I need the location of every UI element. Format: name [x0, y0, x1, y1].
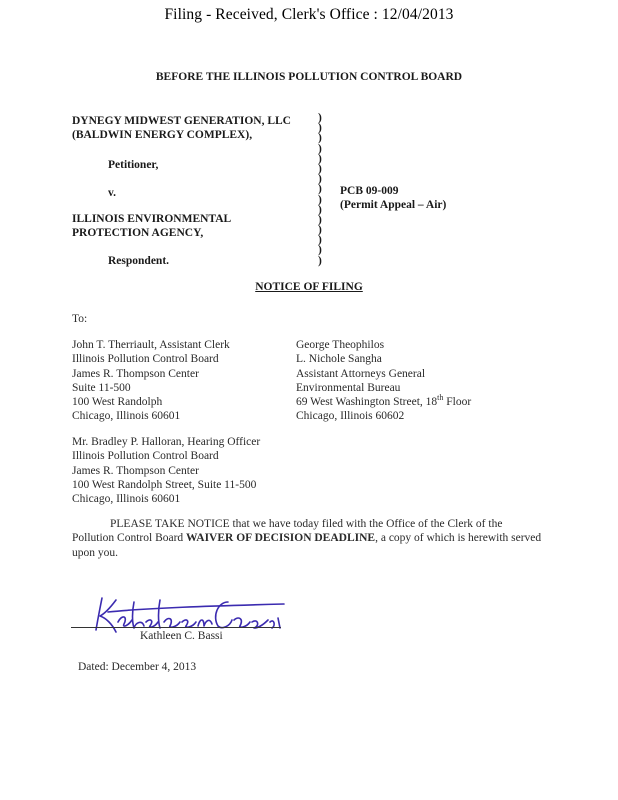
petitioner-label: Petitioner, — [108, 159, 159, 171]
petitioner-name-line1: DYNEGY MIDWEST GENERATION, LLC — [72, 115, 291, 127]
notice-of-filing-title: NOTICE OF FILING — [255, 281, 363, 293]
address-line: Illinois Pollution Control Board — [72, 450, 219, 463]
signer-name: Kathleen C. Bassi — [140, 630, 223, 642]
address-line: Assistant Attorneys General — [296, 367, 426, 380]
case-number: PCB 09-009 — [340, 185, 399, 197]
to-label: To: — [72, 313, 88, 325]
address-line: Suite 11-500 — [72, 381, 131, 394]
case-type: (Permit Appeal – Air) — [340, 199, 447, 211]
address-line: James R. Thompson Center — [72, 367, 199, 380]
addressee-clerk — [72, 338, 230, 424]
address-line: Illinois Pollution Control Board — [72, 353, 219, 366]
address-line: Chicago, Illinois 60602 — [296, 410, 405, 423]
street-suffix: Floor — [443, 396, 472, 409]
respondent-label: Respondent. — [108, 255, 170, 267]
street-prefix: 69 West Washington Street, 18 — [296, 396, 438, 409]
respondent-name-line1: ILLINOIS ENVIRONMENTAL — [72, 213, 232, 225]
paren: ) — [318, 132, 322, 145]
address-line: 100 West Randolph — [72, 396, 163, 409]
paren: ) — [318, 152, 322, 165]
respondent-name-line2: PROTECTION AGENCY, — [72, 227, 204, 239]
address-line: John T. Therriault, Assistant Clerk — [72, 339, 230, 351]
notice-text-part2: , a copy of which is herewith served upon you. — [72, 532, 542, 559]
street-ordinal: th — [437, 393, 444, 403]
paren: ) — [318, 112, 322, 124]
paren: ) — [318, 142, 322, 155]
signature-line — [71, 627, 281, 628]
address-line: 100 West Randolph Street, Suite 11-500 — [72, 478, 257, 491]
paren: ) — [318, 162, 322, 175]
addressee-hearing-officer — [72, 435, 260, 506]
caption-parentheses — [318, 113, 322, 266]
paren: ) — [318, 224, 322, 237]
paren: ) — [318, 234, 322, 247]
address-line: George Theophilos — [296, 339, 385, 351]
paren: ) — [318, 244, 322, 257]
paren: ) — [318, 122, 322, 135]
paren: ) — [318, 213, 322, 226]
paren: ) — [318, 183, 322, 196]
paren: ) — [318, 173, 322, 186]
address-line: Chicago, Illinois 60601 — [72, 410, 181, 423]
address-line: Mr. Bradley P. Halloran, Hearing Officer — [72, 436, 261, 448]
document-title: WAIVER OF DECISION DEADLINE — [186, 532, 376, 545]
paren: ) — [318, 203, 322, 216]
notice-paragraph — [72, 517, 542, 560]
paren: ) — [318, 254, 322, 267]
board-title: BEFORE THE ILLINOIS POLLUTION CONTROL BOARD — [155, 71, 463, 83]
address-line: James R. Thompson Center — [72, 464, 199, 477]
filing-stamp: Filing - Received, Clerk's Office : 12/04/2013 — [164, 6, 454, 23]
address-line: Environmental Bureau — [296, 381, 401, 394]
versus-label: v. — [108, 187, 116, 199]
address-line: Chicago, Illinois 60601 — [72, 493, 181, 506]
notice-text-part1: PLEASE TAKE NOTICE that we have today filed with the Office of the Clerk of the Pollution Control Board — [72, 518, 503, 545]
paren: ) — [318, 193, 322, 206]
address-line: L. Nichole Sangha — [296, 353, 382, 366]
addressee-attorney-general — [296, 338, 471, 424]
petitioner-name-line2: (BALDWIN ENERGY COMPLEX), — [72, 129, 253, 141]
address-line-street — [296, 395, 471, 409]
date-line: Dated: December 4, 2013 — [78, 661, 197, 673]
